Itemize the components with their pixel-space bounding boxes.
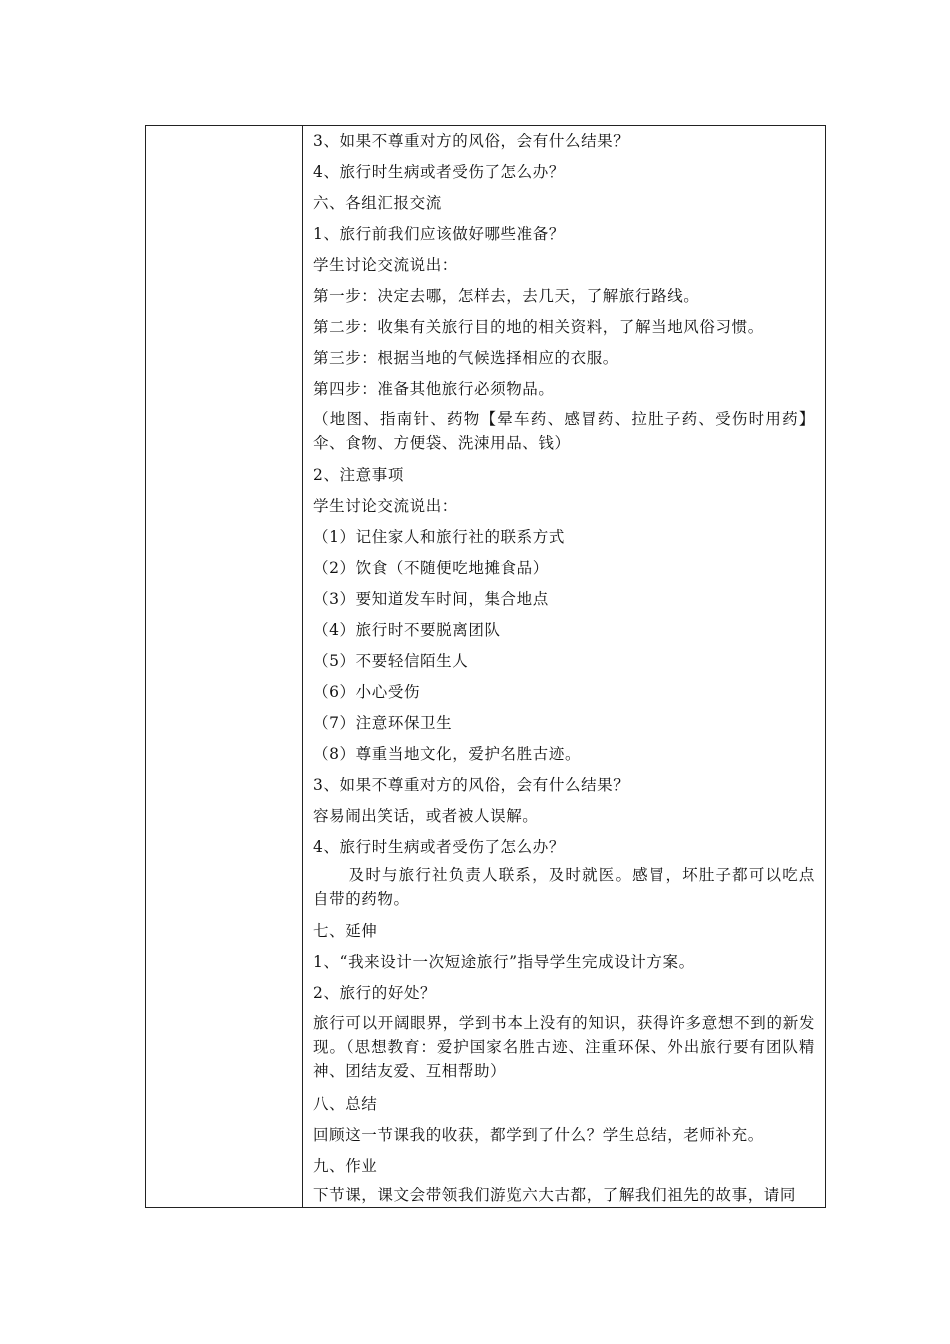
list-item: （8）尊重当地文化，爱护名胜古迹。 [313,745,582,763]
text-line: 容易闹出笑话，或者被人误解。 [313,807,539,825]
text-paragraph: 旅行可以开阔眼界，学到书本上没有的知识，获得许多意想不到的新发现。（思想教育：爱护国家名胜古迹、注重环保、外出旅行要有团队精神、团结友爱、互相帮助） [313,1014,815,1080]
text-line: 学生讨论交流说出： [313,256,458,274]
text-line: 4、旅行时生病或者受伤了怎么办？ [313,838,565,856]
column-divider [302,126,303,1207]
section-heading: 八、总结 [313,1095,378,1113]
list-item: （7）注意环保卫生 [313,714,453,732]
section-heading: 九、作业 [313,1157,378,1175]
text-line: 回顾这一节课我的收获，都学到了什么？学生总结，老师补充。 [313,1126,764,1144]
text-line: 第三步：根据当地的气候选择相应的衣服。 [313,349,619,367]
text-line: 1、旅行前我们应该做好哪些准备？ [313,225,565,243]
list-item: （3）要知道发车时间，集合地点 [313,590,549,608]
text-line: 学生讨论交流说出： [313,497,458,515]
text-line: 第二步：收集有关旅行目的地的相关资料，了解当地风俗习惯。 [313,318,764,336]
text-line: 第一步：决定去哪，怎样去，去几天，了解旅行路线。 [313,287,700,305]
text-line: 3、如果不尊重对方的风俗，会有什么结果？ [313,132,630,150]
text-paragraph: （地图、指南针、药物【晕车药、感冒药、拉肚子药、受伤时用药】伞、食物、方便袋、洗涑用品、钱） [313,410,815,452]
list-item: （1）记住家人和旅行社的联系方式 [313,528,565,546]
lesson-table [145,125,826,1208]
list-item: （5）不要轻信陌生人 [313,652,469,670]
list-item: （4）旅行时不要脱离团队 [313,621,501,639]
list-item: （2）饮食（不随便吃地摊食品） [313,559,549,577]
section-heading: 七、延伸 [313,922,378,940]
text-line: 3、如果不尊重对方的风俗，会有什么结果？ [313,776,630,794]
text-line: 1、“我来设计一次短途旅行”指导学生完成设计方案。 [313,953,695,971]
text-line: 2、注意事项 [313,466,404,484]
text-paragraph: 及时与旅行社负责人联系，及时就医。感冒，坏肚子都可以吃点自带的药物。 [313,866,815,908]
text-line: 2、旅行的好处？ [313,984,437,1002]
list-item: （6）小心受伤 [313,683,421,701]
text-line: 第四步：准备其他旅行必须物品。 [313,380,555,398]
text-line: 下节课，课文会带领我们游览六大古都，了解我们祖先的故事，请同 [313,1186,797,1204]
section-heading: 六、各组汇报交流 [313,194,442,212]
text-line: 4、旅行时生病或者受伤了怎么办？ [313,163,565,181]
